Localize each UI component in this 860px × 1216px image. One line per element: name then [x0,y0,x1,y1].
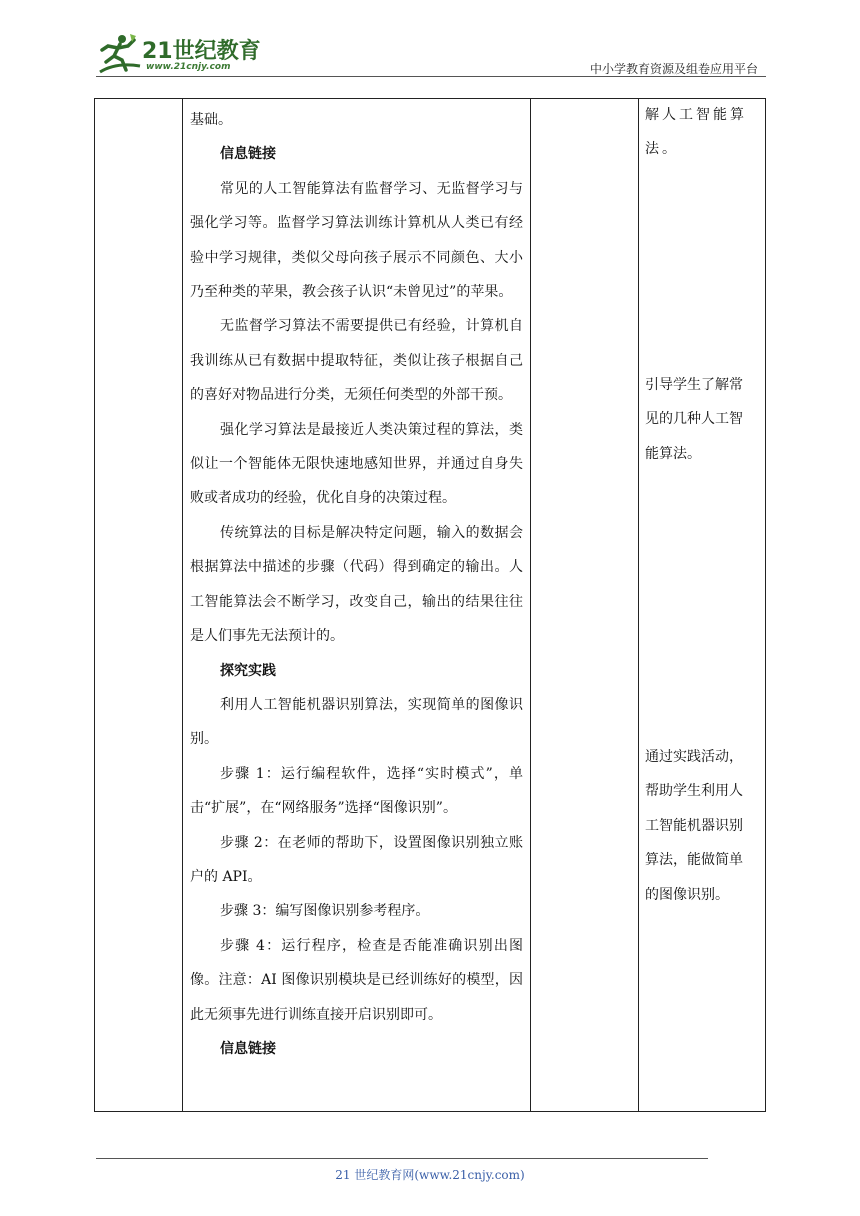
paragraph: 传统算法的目标是解决特定问题，输入的数据会根据算法中描述的步骤（代码）得到确定的输出。人工智能算法会不断学习，改变自己，输出的结果往往是人们事先无法预计的。 [190,524,523,645]
section-heading-info-link: 信息链接 [220,146,276,163]
note-line: 算法，能做简单 [645,852,743,869]
section-heading-info-link: 信息链接 [220,1040,276,1057]
teaching-content [190,103,523,1066]
note-line: 能算法。 [645,445,701,462]
note-line: 的图像识别。 [645,886,729,903]
platform-name: 中小学教育资源及组卷应用平台 [589,62,758,76]
note-line: 法。 [645,141,679,158]
design-intent-note [645,368,761,471]
step-3: 步骤 3：编写图像识别参考程序。 [220,903,430,920]
note-line: 引导学生了解常 [645,377,743,393]
paragraph: 强化学习算法是最接近人类决策过程的算法，类似让一个智能体无限快速地感知世界，并通过自身失败或者成功的经验，优化自身的决策过程。 [190,421,523,507]
site-logo[interactable] [96,32,266,76]
page-header [96,30,766,78]
section-heading-practice: 探究实践 [220,662,276,679]
footer-divider [96,1158,708,1159]
footer-link[interactable]: 21 世纪教育网(www.21cnjy.com) [335,1168,525,1182]
column-divider-2 [530,99,531,1111]
paragraph: 常见的人工智能算法有监督学习、无监督学习与强化学习等。监督学习算法训练计算机从人类已有经验中学习规律，类似父母向孩子展示不同颜色、大小乃至种类的苹果，教会孩子认识“未曾见过”的苹果。 [190,180,523,301]
column-divider-1 [182,99,183,1111]
step-4: 步骤 4：运行程序，检查是否能准确识别出图像。注意：AI 图像识别模块是已经训练好的模型，因此无须事先进行训练直接开启识别即可。 [190,937,523,1023]
paragraph: 基础。 [190,112,232,128]
note-line: 见的几种人工智 [645,411,743,428]
note-line: 解人工智能算 [645,107,747,123]
runner-logo-icon [96,32,142,76]
step-2: 步骤 2：在老师的帮助下，设置图像识别独立账户的 API。 [190,834,523,885]
paragraph: 利用人工智能机器识别算法，实现简单的图像识别。 [190,696,523,748]
design-intent-note [645,740,761,912]
note-line: 工智能机器识别 [645,817,743,834]
header-divider [96,76,766,77]
design-intent-note [645,98,761,167]
column-divider-3 [638,99,639,1111]
logo-title: 21世纪教育 [142,39,261,64]
note-line: 帮助学生利用人 [645,783,743,800]
logo-url: www.21cnjy.com [146,62,231,72]
step-1: 步骤 1：运行编程软件，选择“实时模式”，单击“扩展”，在“网络服务”选择“图像识别”。 [190,765,523,817]
paragraph: 无监督学习算法不需要提供已有经验，计算机自我训练从已有数据中提取特征，类似让孩子根据自己的喜好对物品进行分类，无须任何类型的外部干预。 [190,318,523,404]
note-line: 通过实践活动， [645,749,743,765]
